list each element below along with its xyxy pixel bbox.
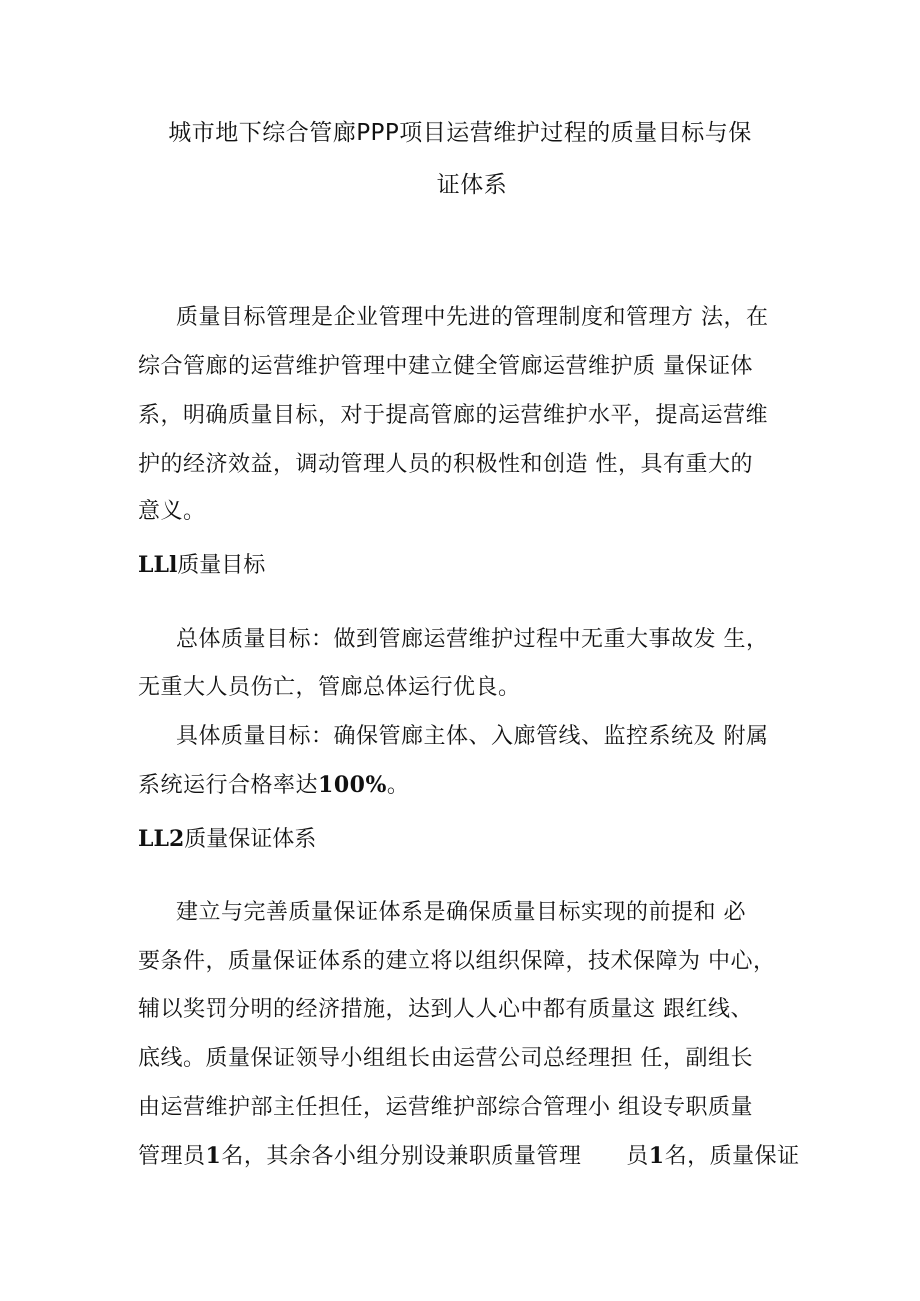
- paragraph-3-line-2: [138, 770, 409, 801]
- section-title: 质量目标: [177, 553, 266, 578]
- pass-rate-value: 100%: [318, 772, 387, 798]
- section-number: LLl: [138, 552, 178, 578]
- paragraph-4-line-4: 底线。质量保证领导小组组长由运营公司总经理担 任，副组长: [138, 1046, 753, 1071]
- section-number: LL2: [138, 826, 185, 852]
- number-segment: 1: [205, 1143, 222, 1169]
- paragraph-4-line-2: 要条件，质量保证体系的建立将以组织保障，技术保障为 中心，: [138, 949, 776, 974]
- section-title: 质量保证体系: [184, 827, 317, 852]
- section-heading-quality-assurance: [138, 824, 316, 855]
- paragraph-2-line-2: 无重大人员伤亡，管廊总体运行优良。: [138, 675, 521, 700]
- paragraph-2-line-1: 总体质量目标：做到管廊运营维护过程中无重大事故发 生，: [176, 627, 769, 652]
- text-segment: 管理员: [138, 1144, 206, 1169]
- paragraph-3-line-1: 具体质量目标：确保管廊主体、入廊管线、监控系统及 附属: [176, 724, 769, 749]
- paragraph-4-line-6: [138, 1141, 800, 1172]
- text-segment: 名，其余各小组分别设兼职质量管理 员: [221, 1144, 649, 1169]
- paragraph-4-line-3: 辅以奖罚分明的经济措施，达到人人心中都有质量这 跟红线、: [138, 997, 753, 1022]
- paragraph-1-line-1: 质量目标管理是企业管理中先进的管理制度和管理方 法，在: [176, 305, 769, 330]
- section-heading-quality-target: [138, 550, 265, 581]
- paragraph-1-line-2: 综合管廊的运营维护管理中建立健全管廊运营维护质 量保证体: [138, 354, 753, 379]
- paragraph-3-text: 系统运行合格率达: [138, 773, 319, 798]
- document-title-line-2: 证体系: [436, 172, 508, 198]
- text-segment: 名，质量保证: [664, 1144, 800, 1169]
- paragraph-1-line-5: 意义。: [138, 499, 206, 524]
- number-segment: 1: [648, 1143, 665, 1169]
- document-title-line-1: 城市地下综合管廊PPP项目运营维护过程的质量目标与保: [168, 120, 752, 146]
- paragraph-4-line-5: 由运营维护部主任担任，运营维护部综合管理小 组设专职质量: [138, 1095, 753, 1120]
- paragraph-1-line-3: 系，明确质量目标，对于提高管廊的运营维护水平，提高运营维: [138, 403, 769, 428]
- paragraph-1-line-4: 护的经济效益，调动管理人员的积极性和创造 性，具有重大的: [138, 452, 753, 477]
- paragraph-4-line-1: 建立与完善质量保证体系是确保质量目标实现的前提和 必: [176, 900, 746, 925]
- paragraph-3-end: 。: [386, 773, 410, 798]
